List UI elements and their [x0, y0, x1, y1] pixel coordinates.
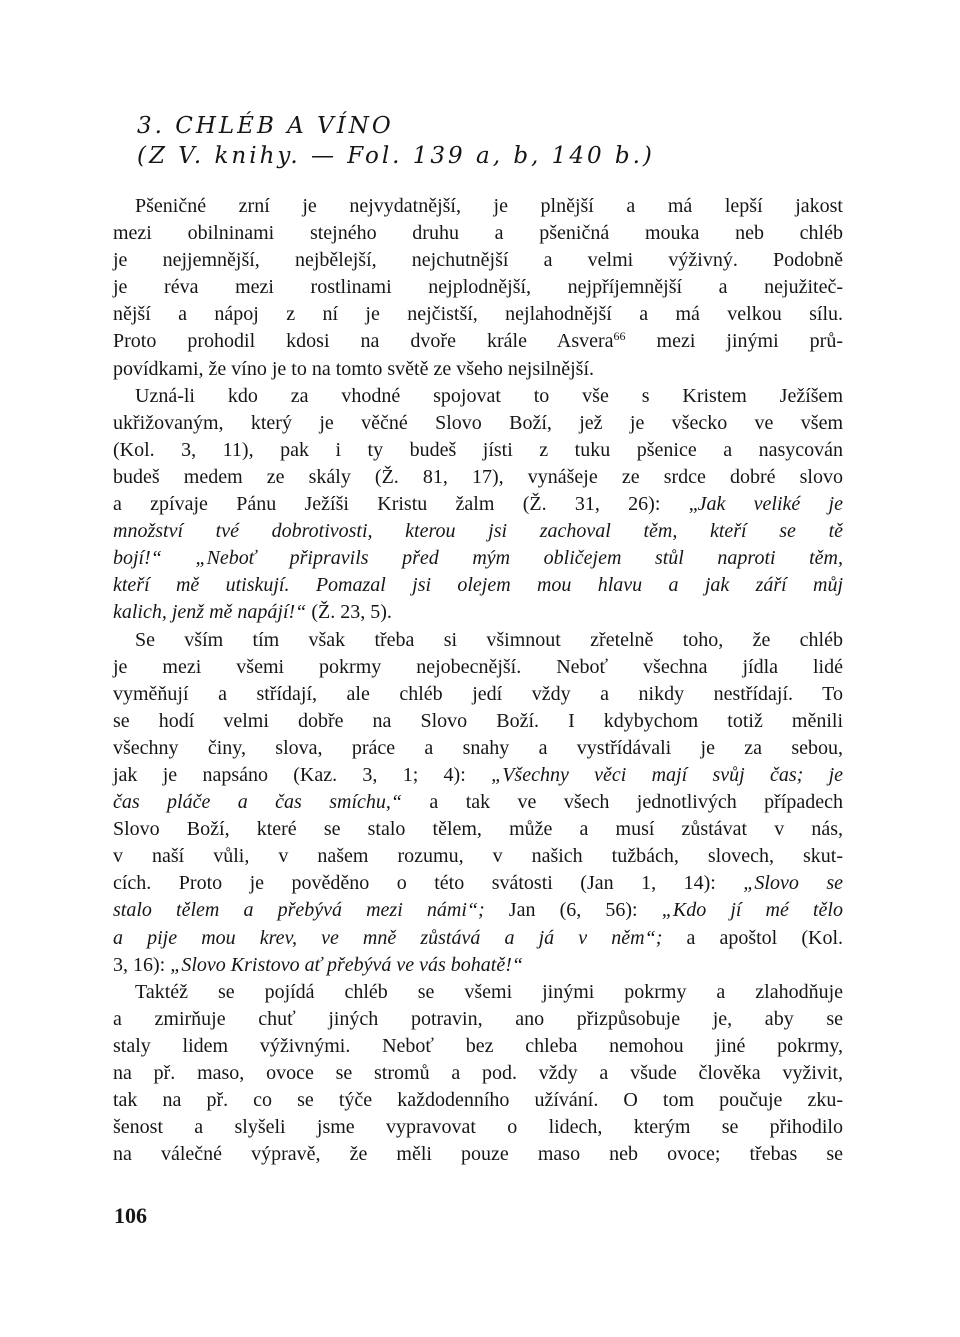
- text-line: na př. maso, ovoce se stromů a pod. vždy a všude člověka vyživit,: [113, 1062, 843, 1084]
- chapter-title: 3. CHLÉB A VÍNO: [137, 113, 394, 139]
- text-line: Slovo Boží, které se stalo tělem, může a musí zůstávat v nás,: [113, 818, 843, 841]
- text-line: povídkami, že víno je to na tomto světě ze všeho nejsilnější.: [113, 357, 595, 380]
- text-line: (Kol. 3, 11), pak i ty budeš jísti z tuku pšenice a nasycován: [113, 438, 843, 461]
- text-line: je réva mezi rostlinami nejplodnější, nejpříjemnější a nejužiteč-: [113, 276, 843, 299]
- text-line: je nejjemnější, nejbělejší, nejchutnější a velmi výživný. Podobně: [113, 249, 843, 272]
- text-line: Proto prohodil kdosi na dvoře krále Asvera$^{66}$ mezi jinými prů-: [113, 329, 843, 353]
- text-line: cích. Proto je pověděno o této svátosti (Jan 1, 14): „Slovo se: [113, 872, 843, 895]
- text-line: se hodí velmi dobře na Slovo Boží. I kdybychom totiž měnili: [113, 709, 843, 732]
- text-line: bojí!“ „Neboť připravils před mým obličejem stůl naproti těm,: [113, 547, 843, 570]
- text-line: ukřižovaným, který je věčné Slovo Boží, jež je všecko ve všem: [113, 411, 843, 434]
- text-line: stalo tělem a přebývá mezi námi“; Jan (6, 56): „Kdo jí mé tělo: [113, 899, 843, 922]
- text-line: je mezi všemi pokrmy nejobecnější. Neboť všechna jídla lidé: [113, 655, 843, 678]
- page-number: 106: [114, 1203, 147, 1228]
- text-line: tak na př. co se týče každodenního užívání. O tom poučuje zku-: [113, 1089, 843, 1112]
- text-line: 3, 16): „Slovo Kristovo ať přebývá ve vás bohatě!“: [113, 953, 523, 976]
- text-line: a pije mou krev, ve mně zůstává a já v něm“; a apoštol (Kol.: [113, 926, 844, 949]
- text-line: šenost a slyšeli jsme vypravovat o lidech, kterým se přihodilo: [113, 1116, 843, 1139]
- text-line: a zmirňuje chuť jiných potravin, ano přizpůsobuje je, aby se: [113, 1007, 843, 1030]
- text-line: Pšeničné zrní je nejvydatnější, je plnější a má lepší jakost: [135, 195, 843, 217]
- text-line: Se vším tím však třeba si všimnout zřetelně toho, že chléb: [135, 628, 843, 651]
- text-line: množství tvé dobrotivosti, kterou jsi zachoval těm, kteří se tě: [113, 520, 843, 543]
- body-text: [113, 193, 843, 1168]
- text-line: jak je napsáno (Kaz. 3, 1; 4): „Všechny věci mají svůj čas; je: [113, 763, 843, 786]
- text-line: a zpívaje Pánu Ježíši Kristu žalm (Ž. 31, 26): „Jak veliké je: [113, 493, 843, 516]
- text-line: Taktéž se pojídá chléb se všemi jinými pokrmy a zlahodňuje: [135, 980, 843, 1003]
- text-line: budeš medem ze skály (Ž. 81, 17), vynášeje ze srdce dobré slovo: [113, 465, 843, 488]
- text-line: staly lidem výživnými. Neboť bez chleba nemohou jiné pokrmy,: [113, 1034, 843, 1057]
- text-line: kalich, jenž mě napájí!“ (Ž. 23, 5).: [113, 601, 392, 624]
- text-line: všechny činy, slova, práce a snahy a vystřídávali je za sebou,: [113, 736, 843, 759]
- text-line: Uzná-li kdo za vhodné spojovat to vše s Kristem Ježíšem: [135, 384, 843, 407]
- text-line: mezi obilninami stejného druhu a pšeničná mouka neb chléb: [113, 222, 843, 245]
- text-line: v naší vůli, v našem rozumu, v našich tužbách, slovech, skut-: [113, 845, 843, 868]
- text-line: nější a nápoj z ní je nejčistší, nejlahodnější a má velkou sílu.: [113, 303, 843, 326]
- footnote-marker: 66: [613, 329, 626, 344]
- chapter-heading: [137, 111, 655, 171]
- text-line: kteří mě utiskují. Pomazal jsi olejem mou hlavu a jak září můj: [113, 574, 844, 597]
- text-line: vyměňují a střídají, ale chléb jedí vždy a nikdy nestřídají. To: [113, 682, 843, 705]
- text-line: čas pláče a čas smíchu,“ a tak ve všech jednotlivých případech: [113, 791, 843, 814]
- text-line: na válečné výpravě, že měli pouze maso neb ovoce; třebas se: [113, 1143, 843, 1166]
- chapter-source-reference: (Z V. knihy. — Fol. 139 a, b, 140 b.): [137, 143, 655, 169]
